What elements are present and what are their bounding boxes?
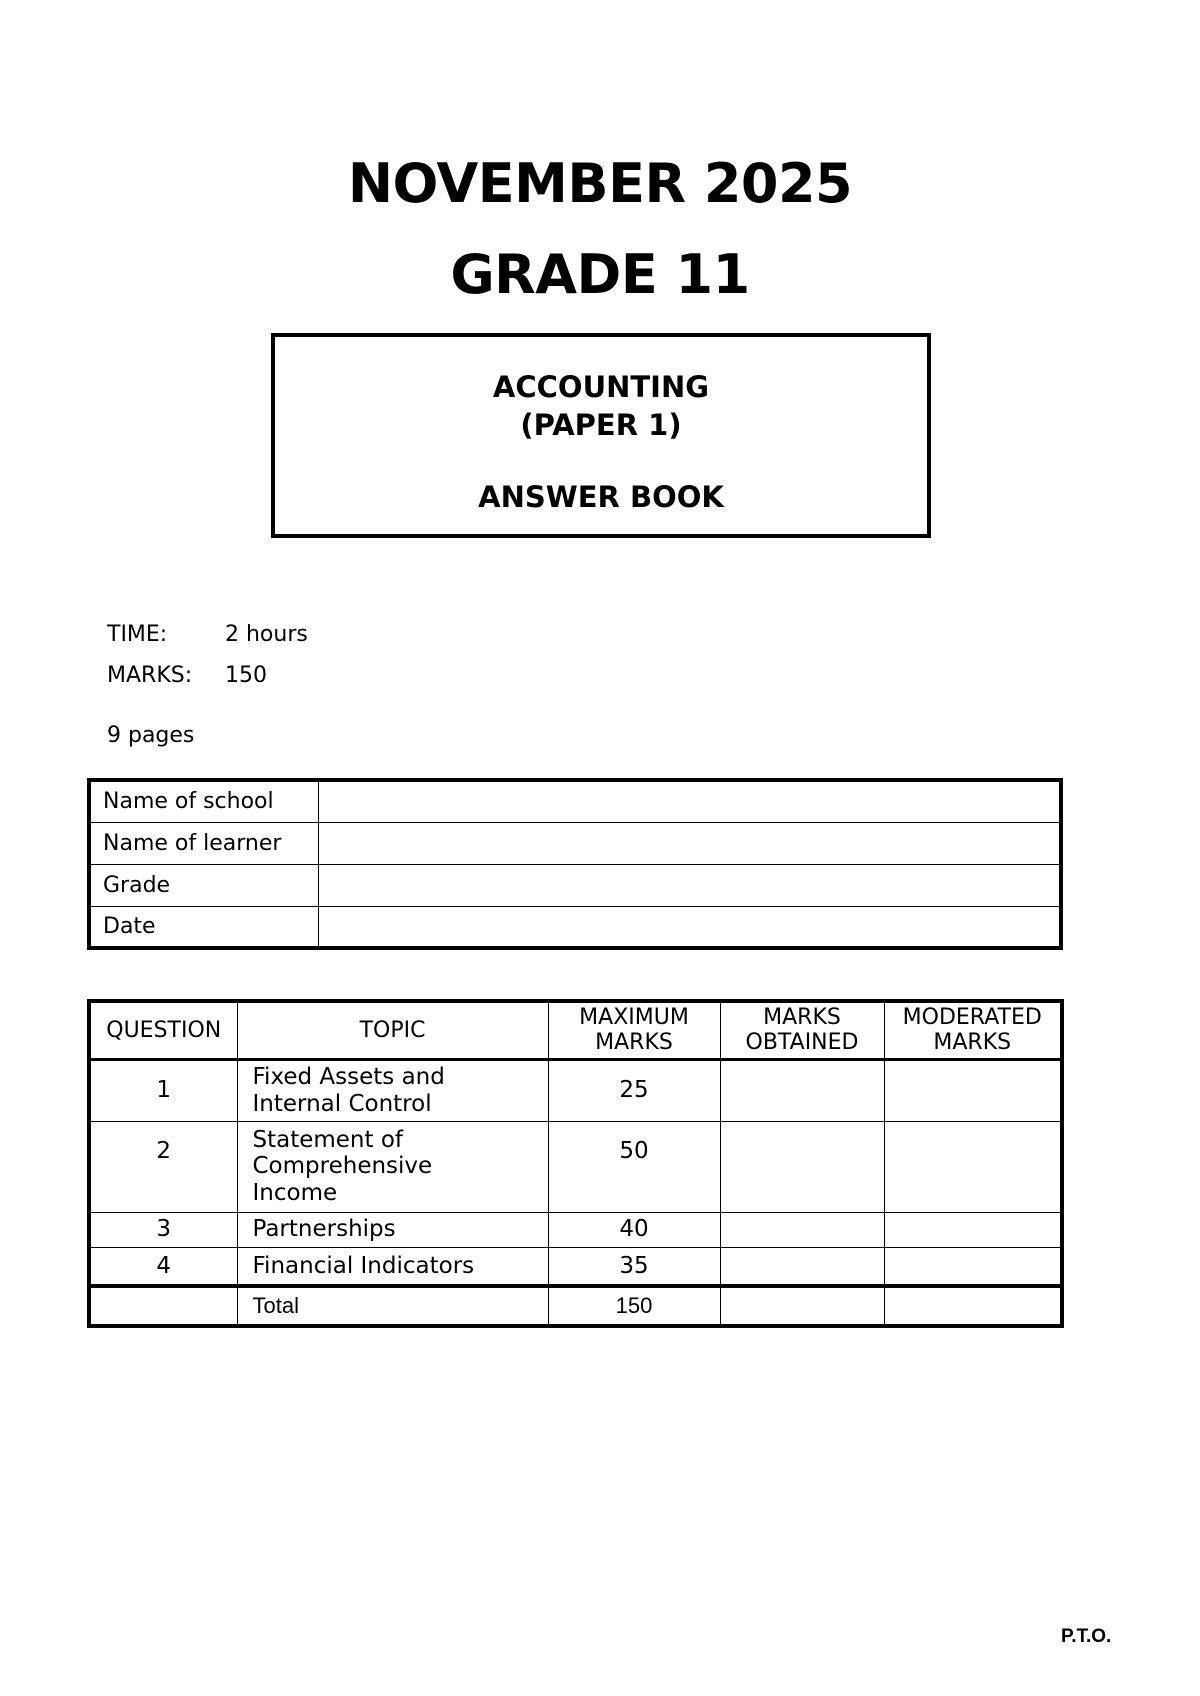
maximum-marks-header-line2: MARKS [595, 1030, 673, 1056]
maximum-marks-cell: 35 [548, 1247, 720, 1286]
learner-name-field[interactable] [318, 822, 1061, 864]
topic-line: Fixed Assets and [252, 1064, 445, 1091]
please-turn-over: P.T.O. [1061, 1626, 1112, 1647]
topic-cell [237, 1212, 548, 1247]
total-label: Total [237, 1286, 548, 1326]
table-row [89, 864, 1061, 906]
moderated-marks-cell[interactable] [884, 1059, 1062, 1121]
question-header: QUESTION [89, 1001, 237, 1059]
topic-cell [237, 1247, 548, 1286]
topic-line: Financial Indicators [252, 1252, 475, 1279]
document-type: ANSWER BOOK [478, 480, 724, 514]
maximum-marks-header [548, 1001, 720, 1059]
moderated-marks-cell[interactable] [884, 1247, 1062, 1286]
moderated-marks-cell[interactable] [884, 1121, 1062, 1212]
table-row [89, 906, 1061, 948]
marks-obtained-cell[interactable] [720, 1212, 884, 1247]
table-row [89, 1247, 1062, 1286]
total-question-cell [89, 1286, 237, 1326]
exam-date-title: NOVEMBER 2025 [347, 152, 853, 215]
subject-name: ACCOUNTING [492, 370, 710, 404]
topic-line: Income [252, 1179, 338, 1206]
marks-table [87, 999, 1064, 1328]
grade-label: Grade [89, 864, 318, 906]
topic-line: Partnerships [252, 1216, 396, 1243]
topic-cell [237, 1059, 548, 1121]
maximum-marks-header-line1: MAXIMUM [579, 1004, 689, 1030]
date-label: Date [89, 906, 318, 948]
topic-header: TOPIC [237, 1001, 548, 1059]
marks-obtained-cell[interactable] [720, 1059, 884, 1121]
topic-line: Statement of [252, 1126, 404, 1153]
paper-number: (PAPER 1) [520, 408, 682, 442]
marks-obtained-cell[interactable] [720, 1247, 884, 1286]
table-row [89, 1212, 1062, 1247]
total-row [89, 1286, 1062, 1326]
topic-line: Comprehensive [252, 1153, 433, 1180]
subject-box [271, 333, 931, 538]
page-count: 9 pages [107, 723, 195, 748]
date-field[interactable] [318, 906, 1061, 948]
marks-value: 150 [225, 663, 267, 688]
maximum-marks-cell: 40 [548, 1212, 720, 1247]
marks-obtained-header-line1: MARKS [763, 1004, 841, 1030]
table-row [89, 1059, 1062, 1121]
question-number: 2 [89, 1121, 237, 1212]
maximum-marks-cell: 25 [548, 1059, 720, 1121]
table-row [89, 822, 1061, 864]
maximum-marks-cell: 50 [548, 1121, 720, 1212]
school-name-label: Name of school [89, 780, 318, 822]
topic-line: Internal Control [252, 1090, 432, 1117]
moderated-marks-header-line2: MARKS [933, 1030, 1012, 1056]
topic-cell [237, 1121, 548, 1212]
grade-title: GRADE 11 [450, 243, 750, 306]
time-info [107, 624, 308, 646]
learner-name-label: Name of learner [89, 822, 318, 864]
total-moderated-marks[interactable] [884, 1286, 1062, 1326]
table-row [89, 780, 1061, 822]
question-number: 1 [89, 1059, 237, 1121]
time-label: TIME: [107, 622, 168, 647]
grade-field[interactable] [318, 864, 1061, 906]
question-number: 3 [89, 1212, 237, 1247]
total-maximum-marks: 150 [548, 1286, 720, 1326]
question-number: 4 [89, 1247, 237, 1286]
total-marks-obtained[interactable] [720, 1286, 884, 1326]
moderated-marks-header-line1: MODERATED [902, 1004, 1042, 1030]
marks-label: MARKS: [107, 663, 193, 688]
marks-obtained-header-line2: OBTAINED [745, 1030, 859, 1056]
school-name-field[interactable] [318, 780, 1061, 822]
marks-obtained-cell[interactable] [720, 1121, 884, 1212]
marks-info [107, 665, 267, 687]
marks-obtained-header [720, 1001, 884, 1059]
moderated-marks-header [884, 1001, 1062, 1059]
moderated-marks-cell[interactable] [884, 1212, 1062, 1247]
table-row [89, 1121, 1062, 1212]
marks-table-header [89, 1001, 1062, 1059]
learner-details-table [87, 778, 1063, 950]
time-value: 2 hours [225, 622, 308, 647]
